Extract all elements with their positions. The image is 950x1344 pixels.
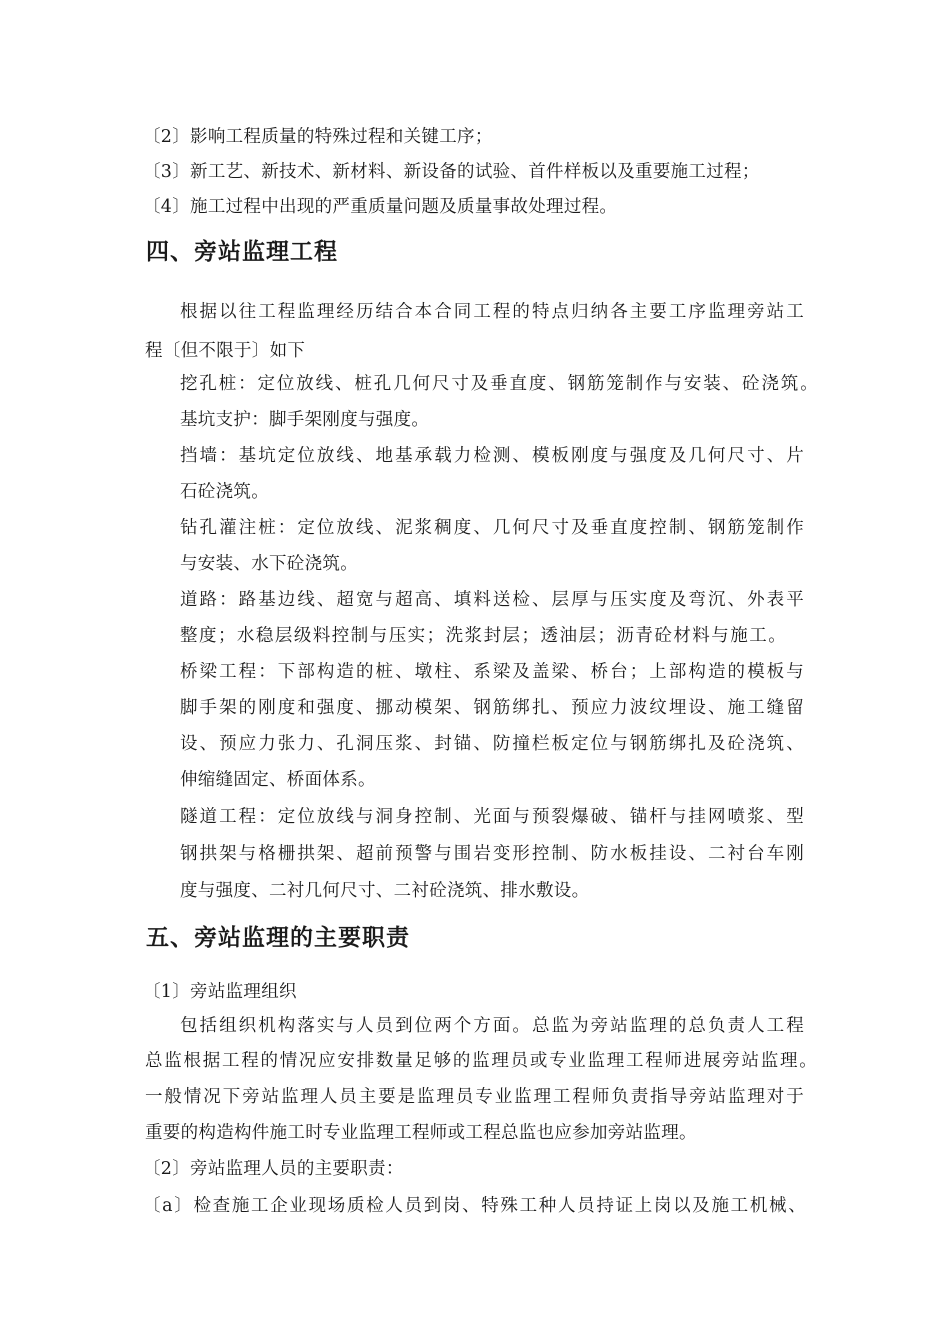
text-line: 〔1〕旁站监理组织 [143, 982, 297, 1002]
text-line: 脚手架的刚度和强度、挪动模架、钢筋绑扎、预应力波纹埋设、施工缝留 [180, 698, 804, 718]
text-line: 隧道工程：定位放线与洞身控制、光面与预裂爆破、锚杆与挂网喷浆、型 [180, 807, 804, 827]
text-line: 〔2〕影响工程质量的特殊过程和关键工序； [143, 127, 493, 147]
text-line: 石砼浇筑。 [180, 482, 269, 502]
text-line: 挡墙：基坑定位放线、地基承载力检测、模板刚度与强度及几何尺寸、片 [180, 446, 804, 466]
text-line: 设、预应力张力、孔洞压浆、封锚、防撞栏板定位与钢筋绑扎及砼浇筑、 [180, 734, 804, 754]
text-line: 〔2〕旁站监理人员的主要职责： [143, 1159, 404, 1179]
text-line: 钢拱架与格栅拱架、超前预警与围岩变形控制、防水板挂设、二衬台车刚 [180, 844, 804, 864]
text-line: 基坑支护：脚手架刚度与强度。 [180, 410, 430, 430]
text-line: 程〔但不限于〕如下 [145, 341, 306, 361]
text-line: 桥梁工程：下部构造的桩、墩柱、系梁及盖梁、桥台；上部构造的模板与 [180, 662, 804, 682]
text-line: 道路：路基边线、超宽与超高、填料送检、层厚与压实度及弯沉、外表平 [180, 590, 804, 610]
text-line: 重要的构造构件施工时专业监理工程师或工程总监也应参加旁站监理。 [145, 1123, 697, 1143]
text-line: 钻孔灌注桩：定位放线、泥浆稠度、几何尺寸及垂直度控制、钢筋笼制作 [180, 518, 804, 538]
text-line: 根据以往工程监理经历结合本合同工程的特点归纳各主要工序监理旁站工 [180, 302, 804, 322]
text-line: 伸缩缝固定、桥面体系。 [180, 770, 376, 790]
text-line: 整度；水稳层级料控制与压实；洗浆封层；透油层；沥青砼材料与施工。 [180, 626, 786, 646]
text-line: 挖孔桩：定位放线、桩孔几何尺寸及垂直度、钢筋笼制作与安装、砼浇筑。 [180, 374, 818, 394]
text-line: 总监根据工程的情况应安排数量足够的监理员或专业监理工程师进展旁站监理。 [145, 1051, 817, 1071]
text-line: 包括组织机构落实与人员到位两个方面。总监为旁站监理的总负责人工程 [180, 1016, 804, 1036]
text-line: 度与强度、二衬几何尺寸、二衬砼浇筑、排水敷设。 [180, 881, 590, 901]
text-line: 〔a〕检查施工企业现场质检人员到岗、特殊工种人员持证上岗以及施工机械、 [143, 1196, 806, 1216]
text-line: 一般情况下旁站监理人员主要是监理员专业监理工程师负责指导旁站监理对于 [145, 1087, 804, 1107]
text-line: 〔4〕施工过程中出现的严重质量问题及质量事故处理过程。 [143, 197, 618, 217]
text-line: 〔3〕新工艺、新技术、新材料、新设备的试验、首件样板以及重要施工过程； [143, 162, 760, 182]
text-line: 与安装、水下砼浇筑。 [180, 554, 358, 574]
section-heading-5: 五、旁站监理的主要职责 [146, 925, 410, 951]
section-heading-4: 四、旁站监理工程 [146, 239, 338, 265]
